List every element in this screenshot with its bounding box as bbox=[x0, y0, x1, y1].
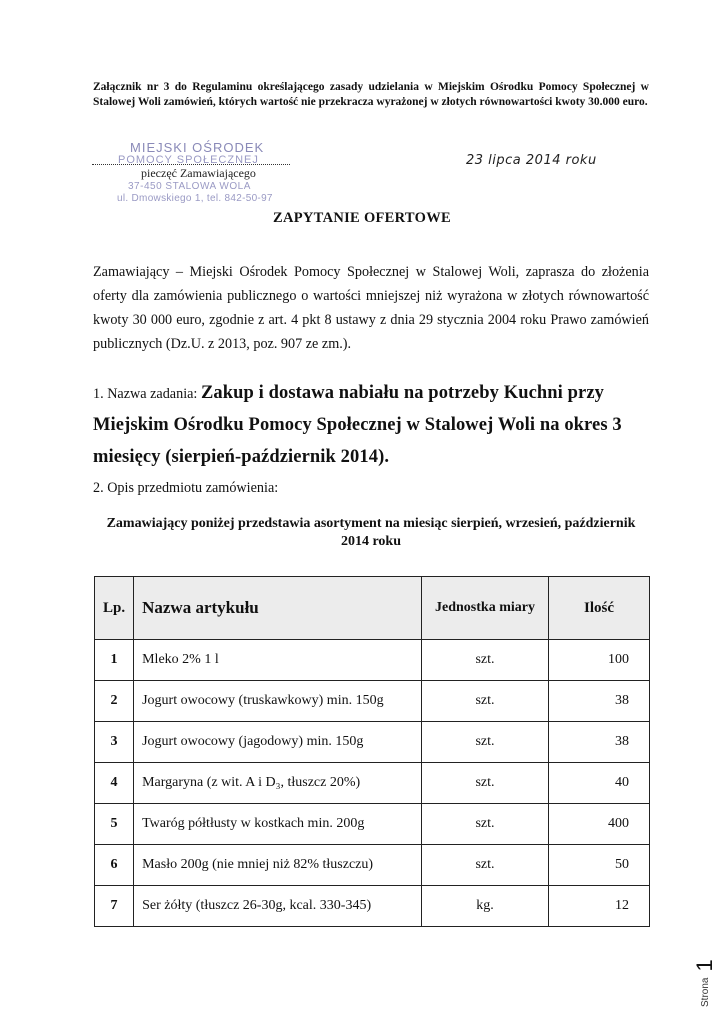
table-row bbox=[95, 722, 650, 763]
cell-unit: szt. bbox=[422, 845, 549, 886]
stamp-line-2: POMOCY SPOŁECZNEJ bbox=[118, 154, 259, 166]
cell-unit: kg. bbox=[422, 886, 549, 927]
cell-unit: szt. bbox=[422, 722, 549, 763]
stamp-line-3: 37-450 STALOWA WOLA bbox=[128, 181, 251, 192]
stamp-line-4: ul. Dmowskiego 1, tel. 842-50-97 bbox=[117, 193, 273, 204]
cell-qty: 38 bbox=[549, 681, 650, 722]
header-unit: Jednostka miary bbox=[422, 577, 549, 640]
cell-name: Margaryna (z wit. A i D₃, tłuszcz 20%) bbox=[134, 763, 422, 804]
stamp-line-1: MIEJSKI OŚRODEK bbox=[130, 140, 265, 155]
cell-qty: 40 bbox=[549, 763, 650, 804]
cell-qty: 100 bbox=[549, 640, 650, 681]
header-lp: Lp. bbox=[95, 577, 134, 640]
table-row bbox=[95, 640, 650, 681]
cell-lp: 7 bbox=[95, 886, 134, 927]
task-title: Zakup i dostawa nabiału na potrzeby Kuchni przy Miejskim Ośrodku Pomocy Społecznej w Stalowej Woli na okres 3 miesięcy (sierpień-październik 2014). bbox=[93, 383, 622, 467]
task-label: 1. Nazwa zadania: bbox=[93, 386, 198, 402]
cell-unit: szt. bbox=[422, 640, 549, 681]
cell-name: Jogurt owocowy (jagodowy) min. 150g bbox=[134, 722, 422, 763]
cell-unit: szt. bbox=[422, 681, 549, 722]
page-number-label bbox=[690, 920, 717, 1010]
header-name: Nazwa artykułu bbox=[134, 577, 422, 640]
table-row bbox=[95, 681, 650, 722]
header-qty: Ilość bbox=[549, 577, 650, 640]
page-label-text: Strona bbox=[699, 977, 711, 1007]
stamp-caption: pieczęć Zamawiającego bbox=[141, 166, 256, 180]
cell-name: Jogurt owocowy (truskawkowy) min. 150g bbox=[134, 681, 422, 722]
description-label: 2. Opis przedmiotu zamówienia: bbox=[93, 480, 279, 496]
table-header-row bbox=[95, 577, 650, 640]
cell-lp: 1 bbox=[95, 640, 134, 681]
cell-name: Masło 200g (nie mniej niż 82% tłuszczu) bbox=[134, 845, 422, 886]
page-number: 1 bbox=[692, 959, 717, 972]
attachment-note: Załącznik nr 3 do Regulaminu określającego zasady udzielania w Miejskim Ośrodku Pomocy Społecznej w Stalowej Woli zamówień, których wartość nie przekracza wyrażonej w złotych równowartości kwoty 30.000 euro. bbox=[93, 81, 649, 108]
task-section bbox=[93, 378, 649, 474]
stamp-dotted-line bbox=[92, 154, 290, 165]
table-row bbox=[95, 886, 650, 927]
cell-qty: 400 bbox=[549, 804, 650, 845]
cell-lp: 4 bbox=[95, 763, 134, 804]
cell-name: Twaróg półtłusty w kostkach min. 200g bbox=[134, 804, 422, 845]
items-table bbox=[94, 576, 650, 927]
cell-name: Ser żółty (tłuszcz 26-30g, kcal. 330-345) bbox=[134, 886, 422, 927]
table-heading: Zamawiający poniżej przedstawia asortyment na miesiąc sierpień, wrzesień, październik 2014 roku bbox=[106, 516, 636, 549]
table-row bbox=[95, 804, 650, 845]
document-title: ZAPYTANIE OFERTOWE bbox=[273, 210, 451, 226]
cell-qty: 38 bbox=[549, 722, 650, 763]
cell-qty: 50 bbox=[549, 845, 650, 886]
table-row bbox=[95, 845, 650, 886]
cell-name: Mleko 2% 1 l bbox=[134, 640, 422, 681]
table-row bbox=[95, 763, 650, 804]
intro-paragraph: Zamawiający – Miejski Ośrodek Pomocy Społecznej w Stalowej Woli, zaprasza do złożenia oferty dla zamówienia publicznego o wartości mniejszej niż wyrażona w złotych równowartość kwoty 30 000 euro, zgodnie z art. 4 pkt 8 ustawy z dnia 29 stycznia 2004 roku Prawo zamówień publicznych (Dz.U. z 2013, poz. 907 ze zm.). bbox=[93, 264, 649, 352]
stamp bbox=[92, 140, 292, 210]
cell-qty: 12 bbox=[549, 886, 650, 927]
cell-unit: szt. bbox=[422, 804, 549, 845]
cell-lp: 6 bbox=[95, 845, 134, 886]
handwritten-date: 23 lipca 2014 roku bbox=[466, 153, 597, 168]
cell-lp: 2 bbox=[95, 681, 134, 722]
cell-lp: 3 bbox=[95, 722, 134, 763]
cell-unit: szt. bbox=[422, 763, 549, 804]
cell-lp: 5 bbox=[95, 804, 134, 845]
